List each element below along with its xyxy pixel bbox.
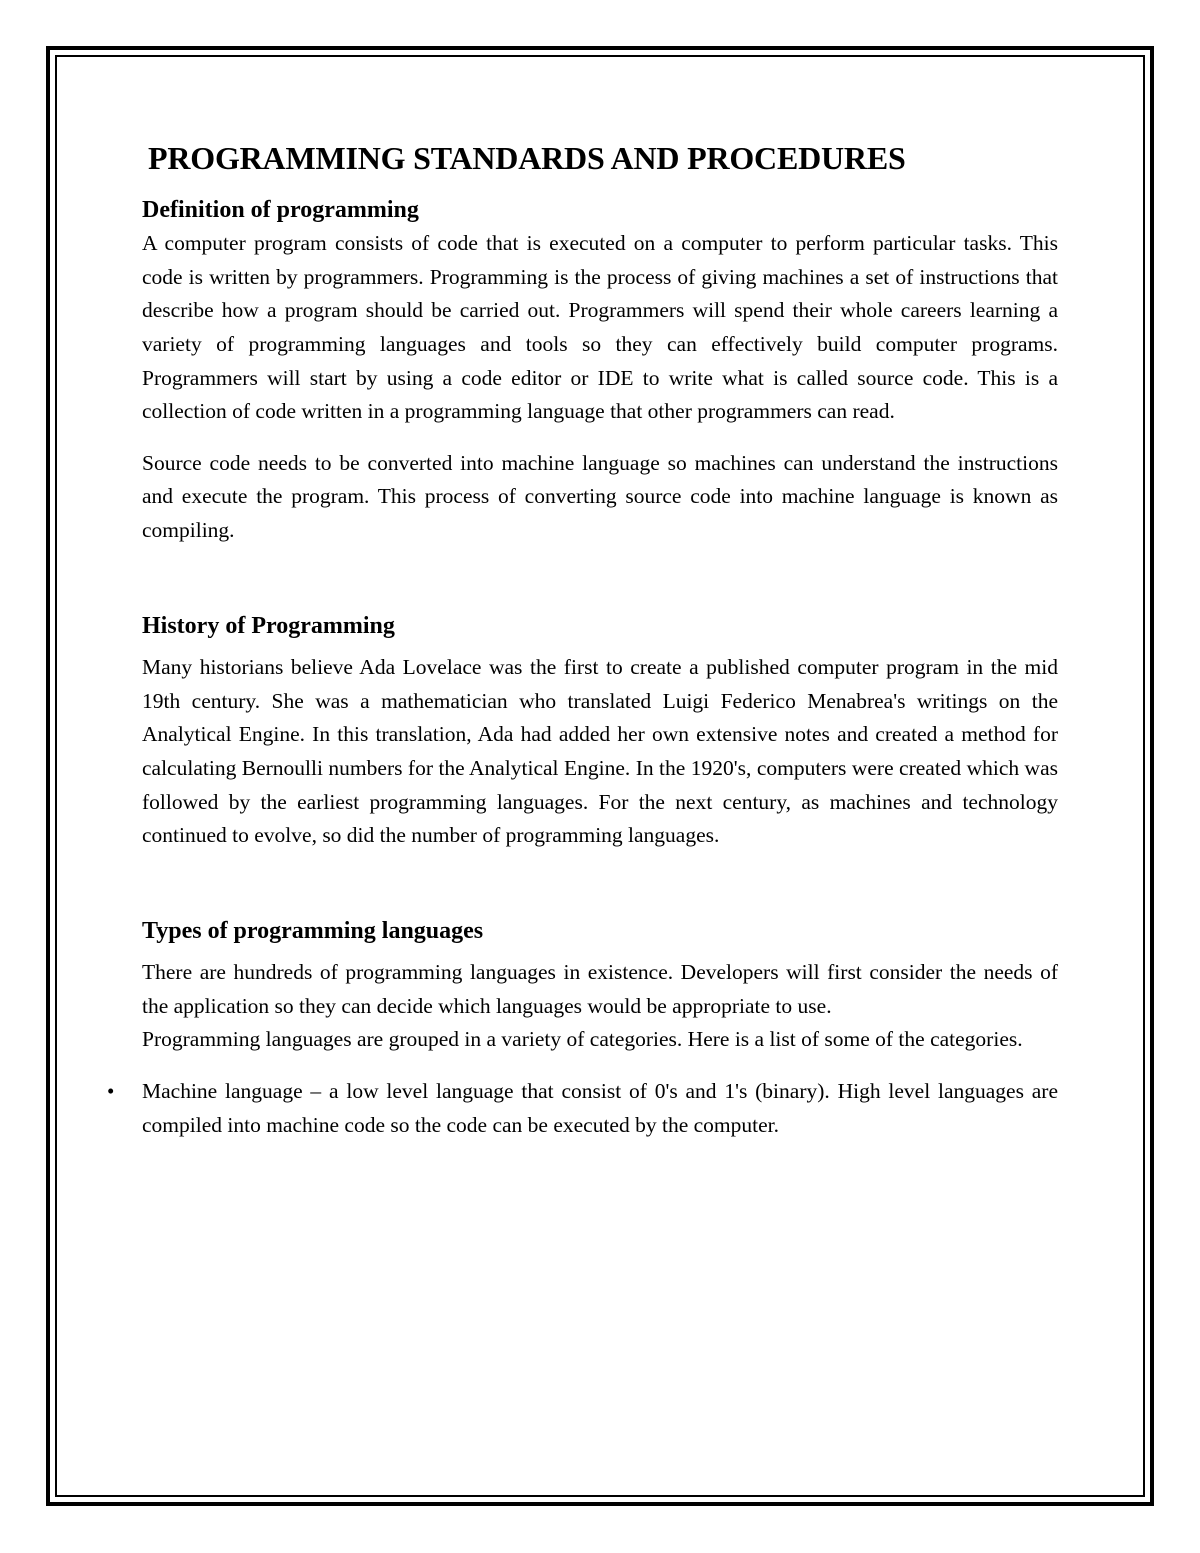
- list-item: [107, 1075, 1058, 1142]
- category-list: [107, 1075, 1058, 1142]
- paragraph: Programming languages are grouped in a variety of categories. Here is a list of some of the categories.: [142, 1027, 1023, 1052]
- list-item-text: Machine language – a low level language that consist of 0's and 1's (binary). High level languages are compiled into machine code so the code can be executed by the computer.: [142, 1079, 1058, 1137]
- paragraph: A computer program consists of code that is executed on a computer to perform particular tasks. This code is written by programmers. Programming is the process of giving machines a set of instructions that describe how a program should be carried out. Programmers will spend their whole careers learning a variety of programming languages and tools so they can effectively build computer programs. Programmers will start by using a code editor or IDE to write what is called source code. This is a collection of code written in a programming language that other programmers can read.: [142, 231, 1058, 424]
- paragraph: Many historians believe Ada Lovelace was the first to create a published computer program in the mid 19th century. She was a mathematician who translated Luigi Federico Menabrea's writings on the Analytical Engine. In this translation, Ada had added her own extensive notes and created a method for calculating Bernoulli numbers for the Analytical Engine. In the 1920's, computers were created which was followed by the earliest programming languages. For the next century, as machines and technology continued to evolve, so did the number of programming languages.: [142, 655, 1058, 848]
- paragraph: There are hundreds of programming languages in existence. Developers will first consider the needs of the application so they can decide which languages would be appropriate to use.: [142, 960, 1058, 1018]
- section-heading-definition: Definition of programming: [142, 196, 419, 223]
- section-heading-types: Types of programming languages: [142, 917, 484, 944]
- section-heading-history: History of Programming: [142, 612, 395, 639]
- paragraph: Source code needs to be converted into machine language so machines can understand the instructions and execute the program. This process of converting source code into machine language is known as compiling.: [142, 450, 1058, 542]
- document-body: [107, 138, 1058, 1142]
- bullet-icon: •: [107, 1079, 115, 1104]
- document-title: PROGRAMMING STANDARDS AND PROCEDURES: [148, 140, 906, 176]
